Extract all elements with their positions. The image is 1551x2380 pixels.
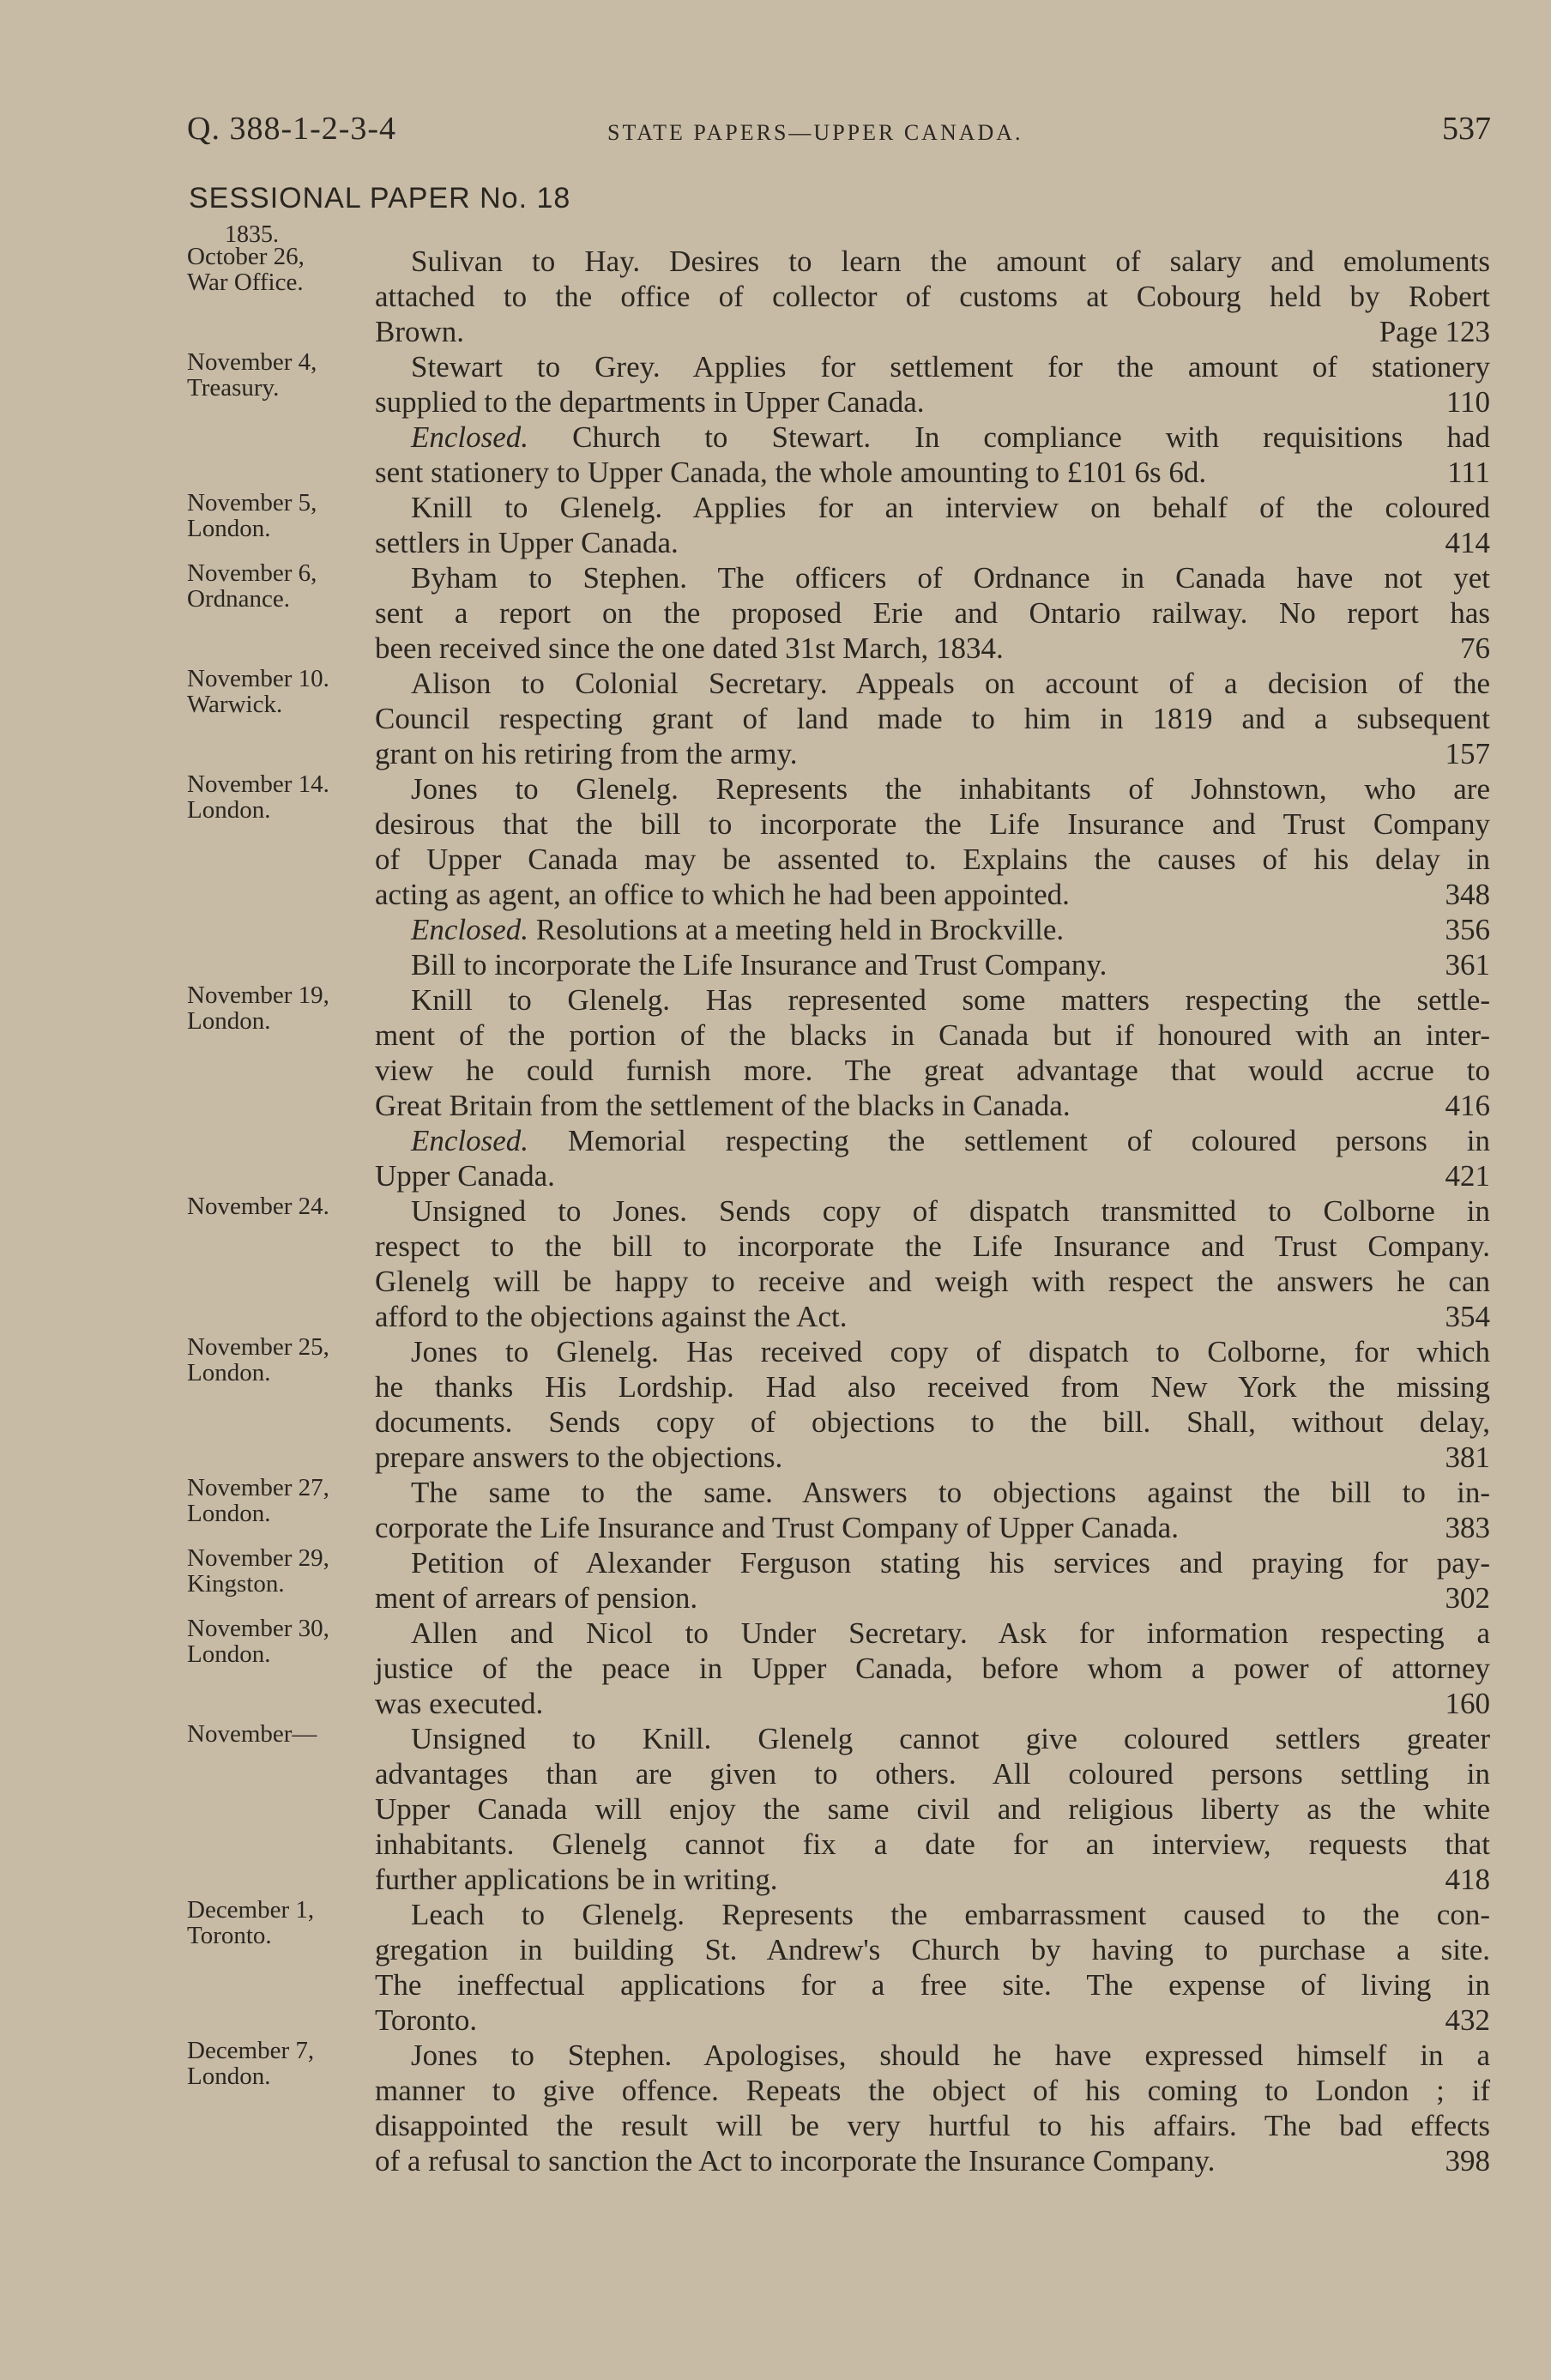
enclosure-text: Upper Canada. [375, 1159, 555, 1193]
summary-text: ment of arrears of pension. [375, 1581, 698, 1615]
summary-line [375, 1862, 1490, 1897]
summary-text: of Upper Canada may be assented to. Explains the causes of his delay in [375, 843, 1490, 876]
summary-text: Knill to Glenelg. Has represented some matters respecting the settle- [411, 983, 1490, 1017]
summary-line [375, 490, 1490, 525]
summary-line [375, 349, 1490, 384]
entry-date-place [187, 666, 376, 717]
summary-line [375, 1404, 1490, 1440]
enclosure-text: Church to Stewart. In compliance with requisitions had [572, 420, 1490, 454]
enclosure-line [375, 455, 1490, 490]
entry-date: December 1, [187, 1896, 315, 1924]
summary-text: manner to give offence. Repeats the object of his coming to London ; if [375, 2074, 1490, 2107]
page-reference: 418 [1445, 1863, 1490, 1896]
summary-line [375, 666, 1490, 701]
summary-text: ment of the portion of the blacks in Canada but if honoured with an inter- [375, 1018, 1490, 1052]
summary-text: Byham to Stephen. The officers of Ordnance in Canada have not yet [411, 561, 1490, 595]
entry-place: London. [187, 1359, 271, 1386]
summary-line [375, 1686, 1490, 1721]
entry-date: November 29, [187, 1544, 329, 1572]
page-reference: Page 123 [1379, 315, 1490, 348]
summary-line [375, 1475, 1490, 1510]
entry-date-place [187, 2038, 376, 2089]
entry-date-place [187, 1193, 376, 1219]
summary-line [375, 1229, 1490, 1264]
summary-text: Toronto. [375, 2003, 478, 2037]
summary-text: he thanks His Lordship. Had also received from New York the missing [375, 1370, 1490, 1404]
summary-text: grant on his retiring from the army. [375, 737, 798, 770]
page-number: 537 [1442, 111, 1491, 147]
summary-line [375, 736, 1490, 771]
entry-date-place [187, 244, 376, 295]
entry-date: November 4, [187, 348, 317, 376]
page-reference: 76 [1460, 631, 1490, 665]
entry-place: Kingston. [187, 1570, 285, 1598]
summary-line [375, 771, 1490, 806]
summary-text: Jones to Glenelg. Represents the inhabitants of Johnstown, who are [411, 772, 1490, 806]
entry-summary [375, 2038, 1490, 2178]
summary-text: acting as agent, an office to which he had been appointed. [375, 878, 1070, 911]
entry-date: November 24. [187, 1193, 329, 1220]
entry-place: Treasury. [187, 374, 280, 402]
enclosure-line [375, 947, 1490, 982]
summary-text: afford to the objections against the Act. [375, 1300, 848, 1333]
summary-line [375, 1510, 1490, 1545]
summary-line [375, 1827, 1490, 1862]
entry-summary [375, 771, 1490, 982]
summary-line [375, 2002, 1490, 2038]
summary-line [375, 1616, 1490, 1651]
enclosure-line [375, 912, 1490, 947]
entry-date-place [187, 1616, 376, 1667]
summary-text: Stewart to Grey. Applies for settlement for the amount of stationery [411, 350, 1490, 384]
entry-place: London. [187, 1007, 271, 1035]
summary-text: disappointed the result will be very hurtful to his affairs. The bad effects [375, 2109, 1490, 2142]
entry-date-place [187, 1721, 376, 1747]
entry-date-place [187, 771, 376, 823]
summary-line [375, 1756, 1490, 1791]
entry-summary [375, 490, 1490, 560]
entry-date: November 6, [187, 559, 317, 587]
running-header [187, 110, 1500, 161]
summary-line [375, 1932, 1490, 1967]
entry-date-place [187, 1334, 376, 1386]
summary-text: Jones to Stephen. Apologises, should he have expressed himself in a [411, 2039, 1490, 2072]
summary-text: Petition of Alexander Ferguson stating his services and praying for pay- [411, 1546, 1490, 1580]
page-reference: 110 [1445, 385, 1490, 419]
summary-line [375, 1440, 1490, 1475]
summary-text: settlers in Upper Canada. [375, 526, 679, 559]
summary-text: desirous that the bill to incorporate the Life Insurance and Trust Company [375, 807, 1490, 841]
summary-line [375, 877, 1490, 912]
summary-line [375, 1545, 1490, 1580]
summary-line [375, 842, 1490, 877]
summary-line [375, 314, 1490, 349]
summary-text: Leach to Glenelg. Represents the embarrassment caused to the con- [411, 1898, 1490, 1931]
summary-text: Jones to Glenelg. Has received copy of dispatch to Colborne, for which [411, 1335, 1490, 1368]
summary-line [375, 1580, 1490, 1616]
summary-line [375, 2143, 1490, 2178]
summary-line [375, 525, 1490, 560]
entry-place: London. [187, 2063, 271, 2090]
entry-summary [375, 1475, 1490, 1545]
summary-line [375, 806, 1490, 842]
summary-text: advantages than are given to others. All coloured persons settling in [375, 1757, 1490, 1791]
summary-text: respect to the bill to incorporate the Life Insurance and Trust Company. [375, 1229, 1490, 1263]
enclosure-line [375, 420, 1490, 455]
summary-line [375, 1334, 1490, 1369]
page-reference: 383 [1445, 1511, 1490, 1544]
summary-line [375, 279, 1490, 314]
enclosure-line [375, 1123, 1490, 1158]
summary-line [375, 2038, 1490, 2073]
summary-line [375, 244, 1490, 279]
summary-line [375, 1721, 1490, 1756]
summary-text: view he could furnish more. The great advantage that would accrue to [375, 1054, 1490, 1087]
page-reference: 414 [1445, 526, 1490, 559]
entry-place: London. [187, 796, 271, 824]
summary-text: of a refusal to sanction the Act to incorporate the Insurance Company. [375, 2144, 1216, 2178]
entry-date-place [187, 1475, 376, 1526]
summary-line [375, 384, 1490, 420]
entry-place: London. [187, 1500, 271, 1527]
summary-text: Glenelg will be happy to receive and weigh with respect the answers he can [375, 1265, 1490, 1298]
summary-text: sent a report on the proposed Erie and Ontario railway. No report has [375, 596, 1490, 630]
summary-text: The ineffectual applications for a free site. The expense of living in [375, 1968, 1490, 2002]
summary-text: Alison to Colonial Secretary. Appeals on account of a decision of the [411, 667, 1490, 700]
page-reference: 354 [1445, 1300, 1490, 1333]
enclosure-text: Memorial respecting the settlement of coloured persons in [567, 1124, 1490, 1157]
summary-text: Great Britain from the settlement of the blacks in Canada. [375, 1089, 1071, 1122]
entry-summary [375, 1334, 1490, 1475]
summary-text: supplied to the departments in Upper Canada. [375, 385, 925, 419]
entry-date: November 27, [187, 1474, 329, 1501]
enclosure-text: sent stationery to Upper Canada, the whole amounting to £101 6s 6d. [375, 456, 1207, 489]
summary-text: inhabitants. Glenelg cannot fix a date for an interview, requests that [375, 1827, 1490, 1861]
entry-summary [375, 1545, 1490, 1616]
enclosed-label: Enclosed. [411, 1124, 568, 1157]
entry-date: November— [187, 1720, 317, 1748]
summary-line [375, 631, 1490, 666]
summary-text: further applications be in writing. [375, 1863, 778, 1896]
entry-date-place [187, 349, 376, 401]
entry-place: Toronto. [187, 1922, 272, 1949]
summary-line [375, 701, 1490, 736]
summary-text: The same to the same. Answers to objections against the bill to in- [411, 1476, 1490, 1509]
sessional-paper-label: SESSIONAL PAPER No. 18 [189, 182, 571, 214]
enclosure-text: Bill to incorporate the Life Insurance and Trust Company. [411, 948, 1107, 982]
page-reference: 111 [1447, 456, 1490, 489]
summary-text: Knill to Glenelg. Applies for an interview on behalf of the coloured [411, 491, 1490, 524]
summary-line [375, 1088, 1490, 1123]
summary-line [375, 1791, 1490, 1827]
page-reference: 157 [1445, 737, 1490, 770]
entry-date-place [187, 490, 376, 541]
entry-summary [375, 349, 1490, 490]
entry-date-place [187, 1545, 376, 1597]
summary-text: Unsigned to Knill. Glenelg cannot give coloured settlers greater [411, 1722, 1490, 1755]
entry-date: November 14. [187, 770, 329, 798]
entry-place: Ordnance. [187, 585, 290, 613]
summary-line [375, 1264, 1490, 1299]
summary-text: gregation in building St. Andrew's Church by having to purchase a site. [375, 1933, 1490, 1966]
page-reference: 381 [1445, 1441, 1490, 1474]
entry-summary [375, 982, 1490, 1193]
summary-text: Upper Canada will enjoy the same civil and religious liberty as the white [375, 1792, 1490, 1826]
enclosure-text: Resolutions at a meeting held in Brockville. [535, 913, 1065, 946]
entry-date: November 30, [187, 1615, 329, 1642]
summary-line [375, 1193, 1490, 1229]
summary-line [375, 1299, 1490, 1334]
entry-date: November 10. [187, 665, 329, 692]
summary-line [375, 1897, 1490, 1932]
page-reference: 416 [1445, 1089, 1490, 1122]
entry-date: October 26, [187, 243, 305, 270]
page-reference: 348 [1445, 878, 1490, 911]
summary-line [375, 2073, 1490, 2108]
summary-line [375, 1369, 1490, 1404]
page-reference: 432 [1445, 2003, 1490, 2037]
enclosed-label: Enclosed. [411, 913, 536, 946]
summary-text: Council respecting grant of land made to him in 1819 and a subsequent [375, 702, 1490, 735]
summary-line [375, 982, 1490, 1018]
summary-text: corporate the Life Insurance and Trust Company of Upper Canada. [375, 1511, 1179, 1544]
year-label: 1835. [225, 221, 279, 248]
entry-summary [375, 560, 1490, 666]
summary-text: attached to the office of collector of customs at Cobourg held by Robert [375, 280, 1490, 313]
entry-date: December 7, [187, 2037, 315, 2064]
summary-text: justice of the peace in Upper Canada, before whom a power of attorney [375, 1652, 1490, 1685]
entry-summary [375, 1897, 1490, 2038]
entry-summary [375, 1616, 1490, 1721]
page-reference: 398 [1445, 2144, 1490, 2178]
summary-text: was executed. [375, 1687, 544, 1720]
entry-place: War Office. [187, 269, 304, 296]
summary-text: Allen and Nicol to Under Secretary. Ask for information respecting a [411, 1616, 1490, 1650]
enclosed-label: Enclosed. [411, 420, 573, 454]
entry-summary [375, 244, 1490, 349]
summary-text: Brown. [375, 315, 465, 348]
entry-place: London. [187, 1640, 271, 1668]
summary-text: Sulivan to Hay. Desires to learn the amount of salary and emoluments [411, 245, 1490, 278]
entry-summary [375, 1193, 1490, 1334]
summary-text: prepare answers to the objections. [375, 1441, 783, 1474]
entry-place: London. [187, 515, 271, 542]
entry-date: November 19, [187, 982, 329, 1009]
summary-line [375, 1967, 1490, 2002]
entry-date: November 25, [187, 1333, 329, 1361]
page-reference: 356 [1445, 913, 1490, 946]
entry-date-place [187, 982, 376, 1034]
page-reference: 361 [1445, 948, 1490, 982]
entry-date-place [187, 1897, 376, 1948]
entry-date: November 5, [187, 489, 317, 516]
volume-reference: Q. 388-1-2-3-4 [187, 111, 397, 147]
summary-line [375, 560, 1490, 595]
running-title: STATE PAPERS—UPPER CANADA. [607, 120, 1023, 145]
summary-text: documents. Sends copy of objections to the bill. Shall, without delay, [375, 1405, 1490, 1439]
entry-place: Warwick. [187, 691, 283, 718]
entry-summary [375, 666, 1490, 771]
summary-line [375, 2108, 1490, 2143]
summary-text: Unsigned to Jones. Sends copy of dispatch transmitted to Colborne in [411, 1194, 1490, 1228]
page-reference: 160 [1445, 1687, 1490, 1720]
summary-line [375, 1651, 1490, 1686]
summary-line [375, 1018, 1490, 1053]
summary-line [375, 595, 1490, 631]
page-reference: 421 [1445, 1159, 1490, 1193]
page-reference: 302 [1445, 1581, 1490, 1615]
entry-summary [375, 1721, 1490, 1897]
summary-line [375, 1053, 1490, 1088]
enclosure-line [375, 1158, 1490, 1193]
summary-text: been received since the one dated 31st March, 1834. [375, 631, 1004, 665]
entry-date-place [187, 560, 376, 612]
